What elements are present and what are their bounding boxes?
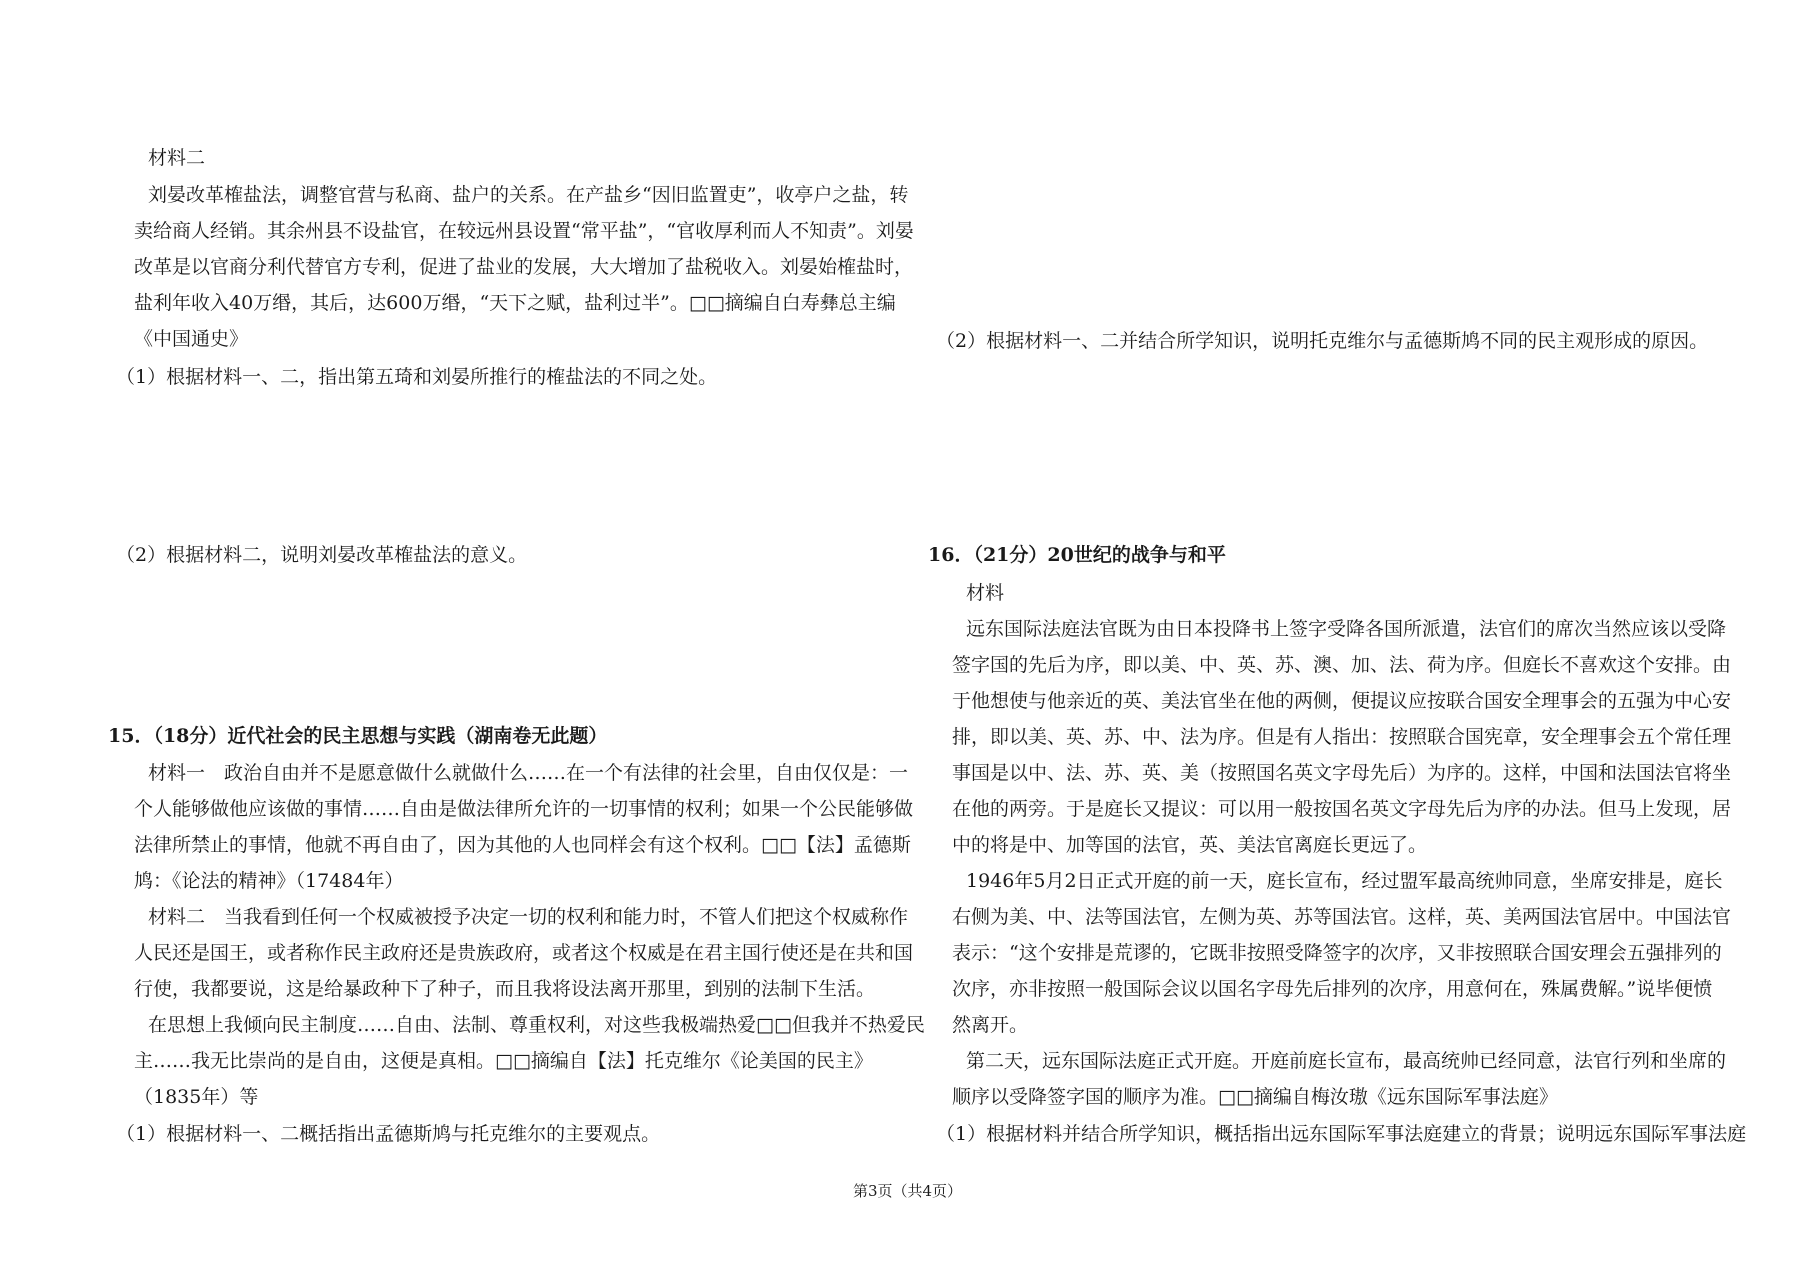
page-footer: 第3页（共4页） xyxy=(852,1182,963,1200)
q16-material-line: 签字国的先后为序，即以美、中、英、苏、澳、加、法、荷为序。但庭长不喜欢这个安排。由 xyxy=(952,654,1732,676)
q16-material-heading: 材料 xyxy=(966,582,1005,604)
question-15-title: 15．（18分）近代社会的民主思想与实践（湖南卷无此题） xyxy=(108,725,608,747)
q16-material-line: 于他想使与他亲近的英、美法官坐在他的两侧，便提议应按联合国安全理事会的五强为中心安 xyxy=(952,690,1732,712)
material2-line: 《中国通史》 xyxy=(134,328,249,350)
q15-material2-line: 在思想上我倾向民主制度……自由、法制、尊重权利，对这些我极端热爱□□但我并不热爱民 xyxy=(148,1014,925,1036)
q15-material2-line: 材料二 当我看到任何一个权威被授予决定一切的权利和能力时，不管人们把这个权威称作 xyxy=(148,906,909,928)
q16-material-line: 在他的两旁。于是庭长又提议：可以用一般按国名英文字母先后为序的办法。但马上发现，居 xyxy=(952,798,1732,820)
q15-material2-line: 行使，我都要说，这是给暴政种下了种子，而且我将设法离开那里，到别的法制下生活。 xyxy=(134,978,876,1000)
question-15-2: （2）根据材料一、二并结合所学知识，说明托克维尔与孟德斯鸠不同的民主观形成的原因。 xyxy=(936,330,1709,352)
q16-material-line: 1946年5月2日正式开庭的前一天，庭长宣布，经过盟军最高统帅同意，坐席安排是，庭长 xyxy=(966,870,1723,892)
q15-material2-line: 主……我无比崇尚的是自由，这便是真相。□□摘编自【法】托克维尔《论美国的民主》 xyxy=(134,1050,873,1072)
q16-material-line: 表示：“这个安排是荒谬的，它既非按照受降签字的次序，又非按照联合国安理会五强排列的 xyxy=(952,942,1722,964)
q16-material-line: 事国是以中、法、苏、英、美（按照国名英文字母先后）为序的。这样，中国和法国法官将坐 xyxy=(952,762,1732,784)
question-16-1: （1）根据材料并结合所学知识，概括指出远东国际军事法庭建立的背景；说明远东国际军事法庭 xyxy=(936,1123,1747,1145)
q16-material-line: 第二天，远东国际法庭正式开庭。开庭前庭长宣布，最高统帅已经同意，法官行列和坐席的 xyxy=(966,1050,1727,1072)
q16-material-line: 然离开。 xyxy=(952,1014,1029,1036)
material2-line: 盐利年收入40万缗，其后，达600万缗，“天下之赋，盐利过半”。□□摘编自白寿彝总主编 xyxy=(134,292,896,314)
question-15-1: （1）根据材料一、二概括指出孟德斯鸠与托克维尔的主要观点。 xyxy=(116,1123,661,1145)
q16-material-line: 中的将是中、加等国的法官，英、美法官离庭长更远了。 xyxy=(952,834,1428,856)
q15-material1-line: 鸠：《论法的精神》（17484年） xyxy=(134,870,404,892)
material2-line: 卖给商人经销。其余州县不设盐官，在较远州县设置“常平盐”，“官收厚利而人不知责”。刘晏 xyxy=(134,220,914,242)
material2-line: 刘晏改革榷盐法，调整官营与私商、盐户的关系。在产盐乡“因旧监置吏”，收亭户之盐，转 xyxy=(148,184,909,206)
q16-material-line: 顺序以受降签字国的顺序为准。□□摘编自梅汝璈《远东国际军事法庭》 xyxy=(952,1086,1558,1108)
q16-material-line: 次序，亦非按照一般国际会议以国名字母先后排列的次序，用意何在，殊属费解。”说毕便愤 xyxy=(952,978,1713,1000)
material2-line: 改革是以官商分利代替官方专利，促进了盐业的发展，大大增加了盐税收入。刘晏始榷盐时， xyxy=(134,256,914,278)
q16-material-line: 右侧为美、中、法等国法官，左侧为英、苏等国法官。这样，英、美两国法官居中。中国法官 xyxy=(952,906,1732,928)
q15-material2-line: 人民还是国王，或者称作民主政府还是贵族政府，或者这个权威是在君主国行使还是在共和国 xyxy=(134,942,914,964)
q15-material2-line: （1835年）等 xyxy=(134,1086,259,1108)
question-14-2: （2）根据材料二，说明刘晏改革榷盐法的意义。 xyxy=(116,544,528,566)
question-16-title: 16．（21分）20世纪的战争与和平 xyxy=(928,544,1226,566)
q16-material-line: 远东国际法庭法官既为由日本投降书上签字受降各国所派遣，法官们的席次当然应该以受降 xyxy=(966,618,1727,640)
q15-material1-line: 材料一 政治自由并不是愿意做什么就做什么……在一个有法律的社会里，自由仅仅是：一 xyxy=(148,762,909,784)
q15-material1-line: 法律所禁止的事情，他就不再自由了，因为其他的人也同样会有这个权利。□□【法】孟德斯 xyxy=(134,834,911,856)
question-14-1: （1）根据材料一、二，指出第五琦和刘晏所推行的榷盐法的不同之处。 xyxy=(116,366,718,388)
material2-heading: 材料二 xyxy=(148,147,206,169)
q15-material1-line: 个人能够做他应该做的事情……自由是做法律所允许的一切事情的权利；如果一个公民能够做 xyxy=(134,798,914,820)
q16-material-line: 排，即以美、英、苏、中、法为序。但是有人指出：按照联合国宪章，安全理事会五个常任理 xyxy=(952,726,1732,748)
